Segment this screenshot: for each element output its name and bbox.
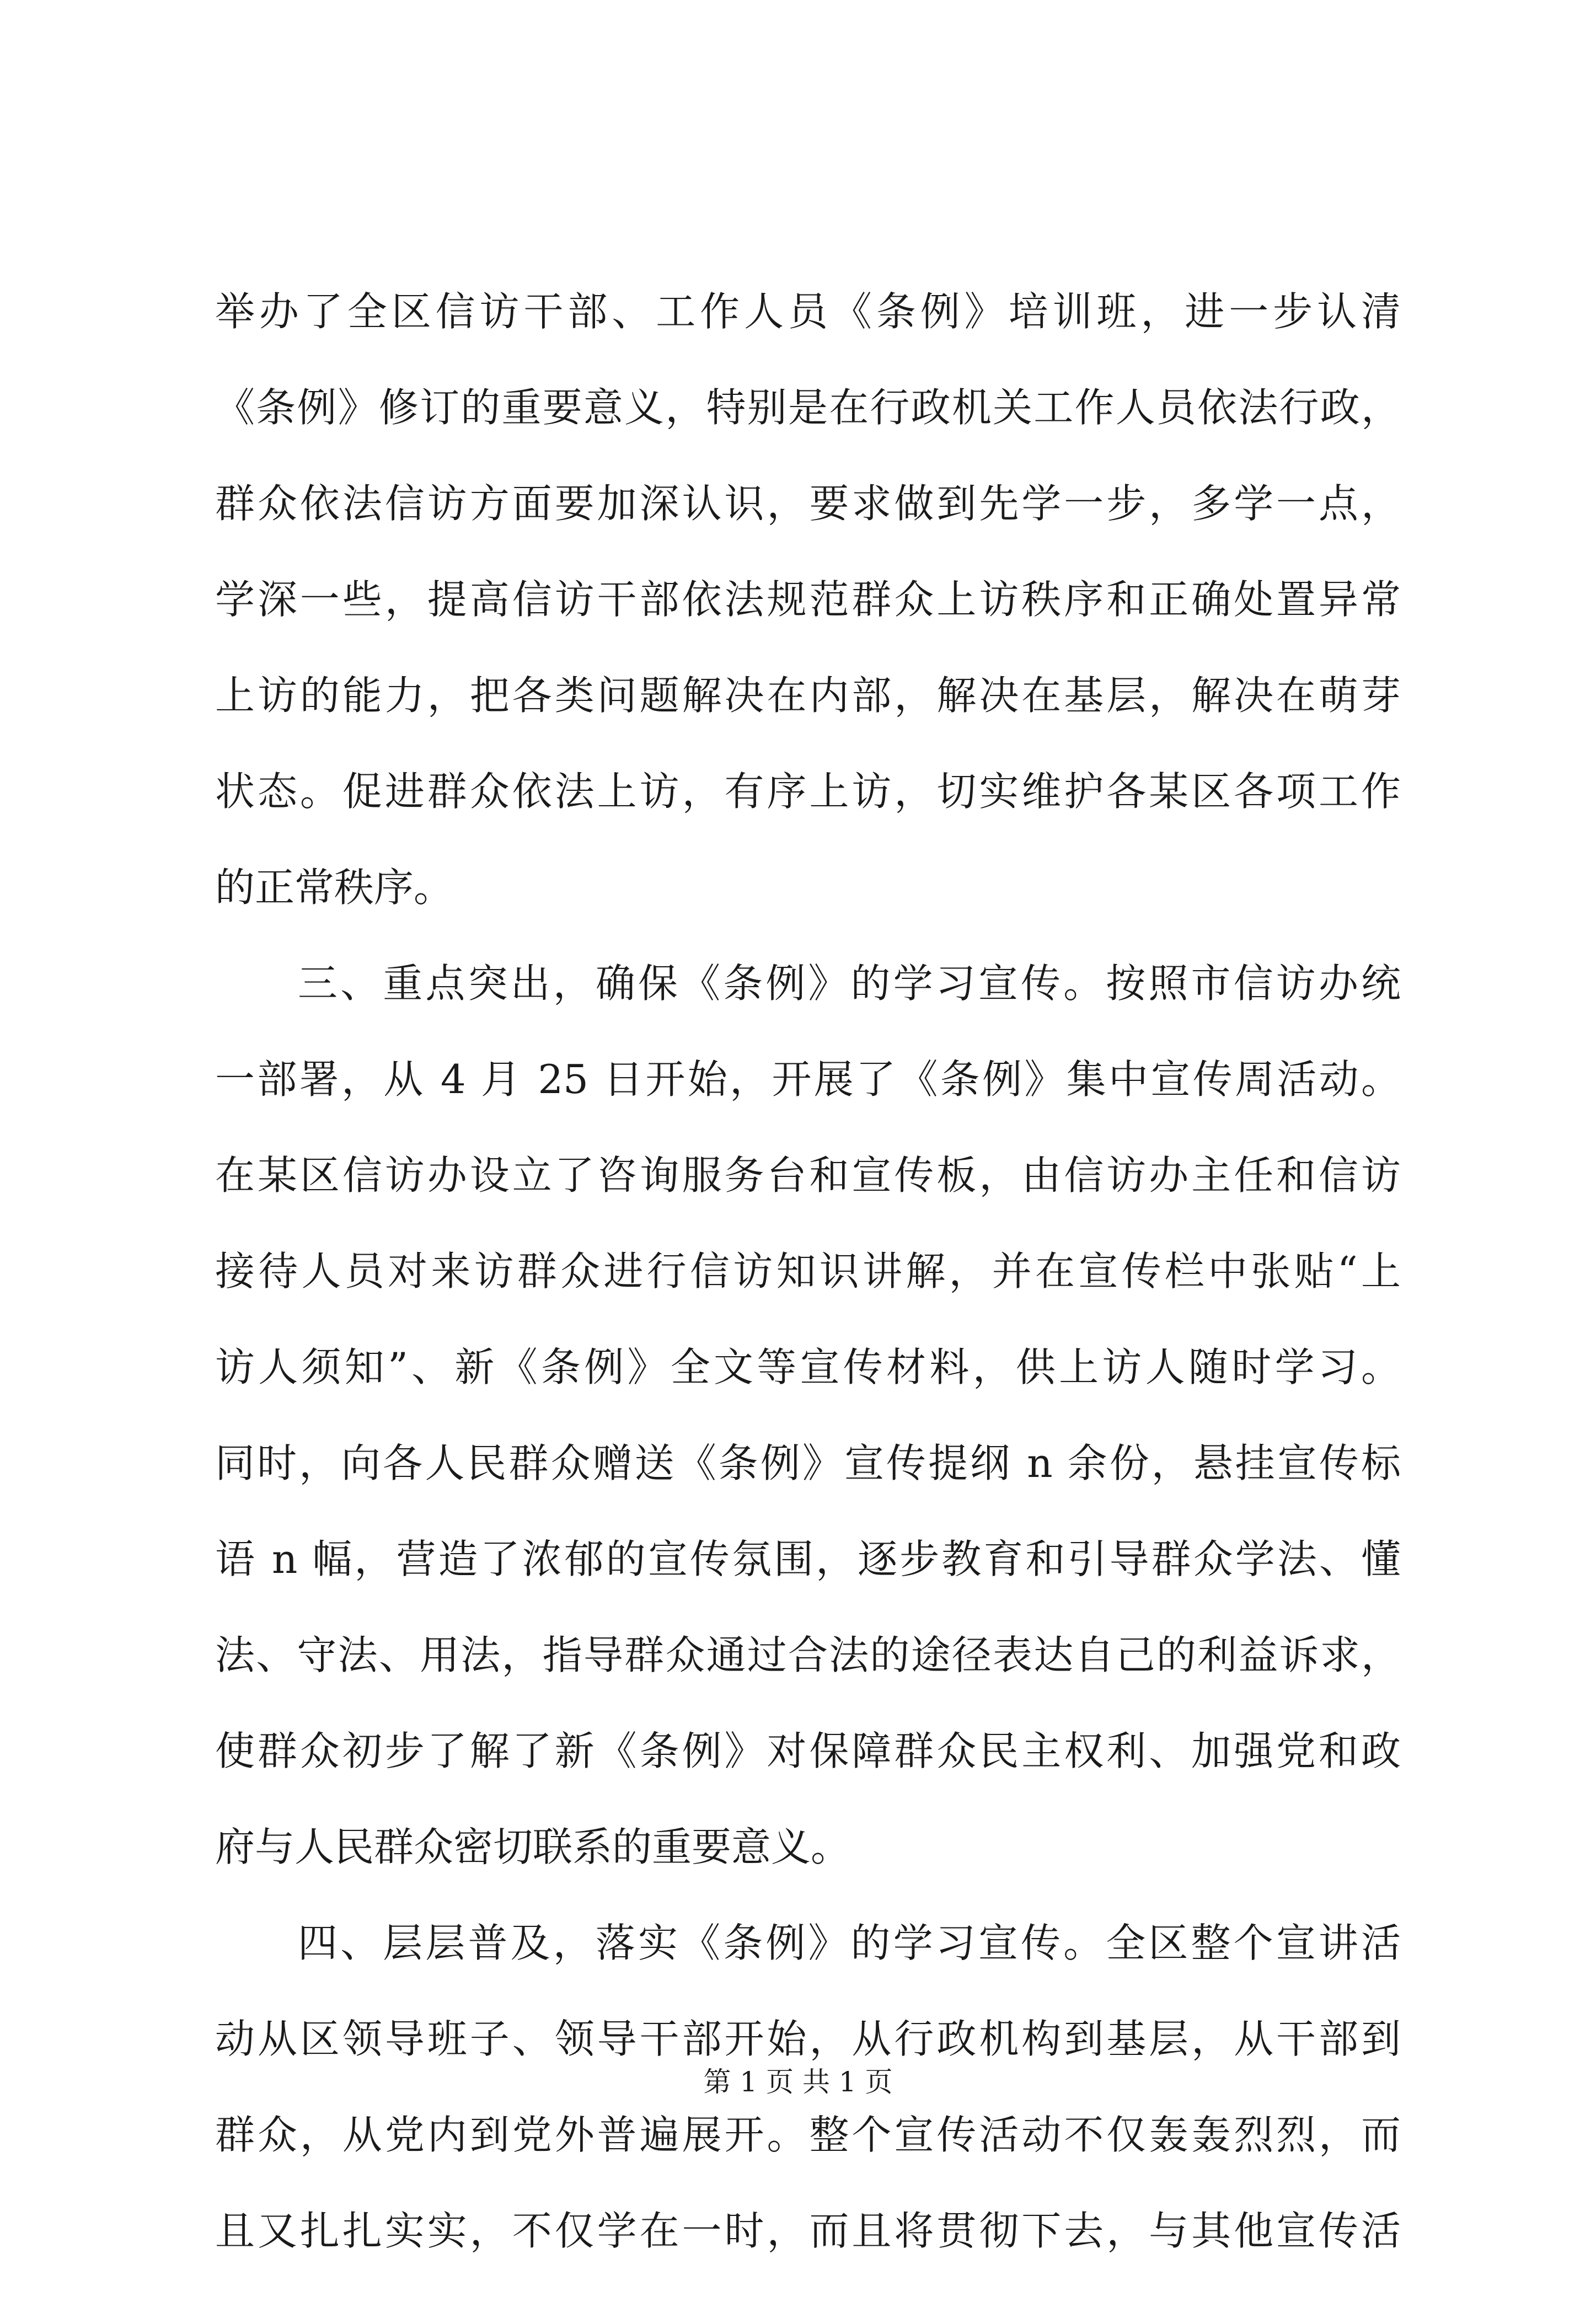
text-line: 一部署，从 4 月 25 日开始，开展了《条例》集中宣传周活动。 [215,1056,1401,1102]
text-line: 使群众初步了解了新《条例》对保障群众民主权利、加强党和政 [215,1728,1401,1774]
text-line: 访人须知”、新《条例》全文等宣传材料，供上访人随时学习。 [215,1344,1401,1390]
document-body [215,287,1401,2302]
text-line: 接待人员对来访群众进行信访知识讲解，并在宣传栏中张贴“上 [215,1248,1401,1294]
text-line: 且又扎扎实实，不仅学在一时，而且将贯彻下去，与其他宣传活 [215,2208,1401,2254]
text-line: 府与人民群众密切联系的重要意义。 [215,1824,851,1870]
text-line: 群众依法信访方面要加深认识，要求做到先学一步，多学一点， [215,480,1401,527]
text-line: 的正常秩序。 [215,864,454,911]
text-line: 《条例》修订的重要意义，特别是在行政机关工作人员依法行政， [215,384,1401,431]
text-line: 语 n 幅，营造了浓郁的宣传氛围，逐步教育和引导群众学法、懂 [215,1536,1401,1582]
text-line: 动从区领导班子、领导干部开始，从行政机构到基层，从干部到 [215,2016,1401,2062]
text-line: 群众，从党内到党外普遍展开。整个宣传活动不仅轰轰烈烈，而 [215,2112,1401,2158]
text-line: 上访的能力，把各类问题解决在内部，解决在基层，解决在萌芽 [215,672,1401,719]
text-line: 状态。促进群众依法上访，有序上访，切实维护各某区各项工作 [215,768,1401,815]
page-footer: 第 1 页 共 1 页 [703,2066,893,2098]
text-line: 学深一些，提高信访干部依法规范群众上访秩序和正确处置异常 [215,576,1401,623]
text-line: 同时，向各人民群众赠送《条例》宣传提纲 n 余份，悬挂宣传标 [215,1440,1401,1486]
text-line: 三、重点突出，确保《条例》的学习宣传。按照市信访办统 [298,960,1401,1007]
text-line: 在某区信访办设立了咨询服务台和宣传板，由信访办主任和信访 [215,1152,1401,1198]
text-line: 四、层层普及，落实《条例》的学习宣传。全区整个宣讲活 [298,1920,1401,1966]
text-line: 法、守法、用法，指导群众通过合法的途径表达自己的利益诉求， [215,1632,1401,1678]
text-line: 举办了全区信访干部、工作人员《条例》培训班，进一步认清 [215,288,1401,335]
